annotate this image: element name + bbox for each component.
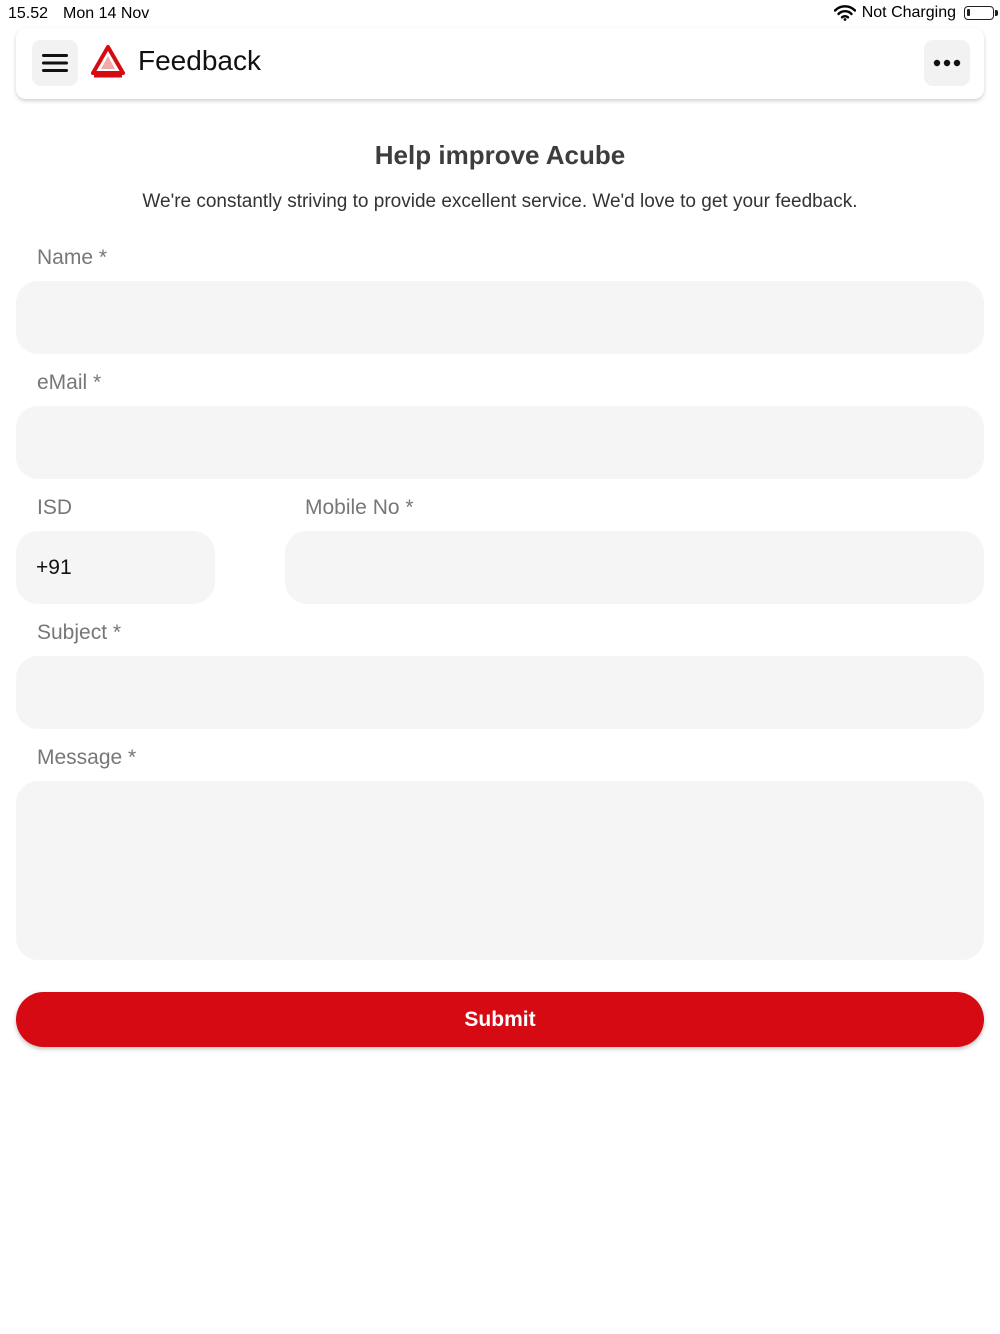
name-input[interactable] (16, 281, 984, 354)
battery-icon (964, 6, 994, 20)
more-options-button[interactable] (924, 40, 970, 86)
page-title: Feedback (138, 45, 261, 76)
email-label: eMail * (37, 371, 102, 394)
battery-fill (967, 9, 970, 16)
isd-label: ISD (37, 496, 73, 519)
status-bar (0, 0, 1000, 28)
status-date: Mon 14 Nov (63, 5, 150, 22)
charging-status: Not Charging (861, 4, 956, 21)
wifi-icon (834, 5, 856, 21)
subject-label: Subject * (37, 621, 122, 644)
app-bar (16, 28, 984, 99)
email-input[interactable] (16, 406, 984, 479)
more-horizontal-icon (933, 59, 961, 67)
form-heading: Help improve Acube (374, 140, 626, 170)
name-label: Name * (37, 246, 108, 269)
submit-button[interactable]: Submit (16, 992, 984, 1047)
acube-logo (90, 44, 126, 80)
isd-input[interactable] (16, 531, 215, 604)
mobile-input[interactable] (285, 531, 984, 604)
hamburger-menu-icon (42, 53, 68, 73)
form-subtitle: We're constantly striving to provide excellent service. We'd love to get your feedback. (142, 191, 858, 212)
message-label: Message * (37, 746, 137, 769)
subject-input[interactable] (16, 656, 984, 729)
message-textarea[interactable] (16, 781, 984, 960)
menu-button[interactable] (32, 40, 78, 86)
status-right (834, 4, 994, 22)
status-time: 15.52 (8, 5, 49, 22)
mobile-label: Mobile No * (305, 496, 414, 519)
